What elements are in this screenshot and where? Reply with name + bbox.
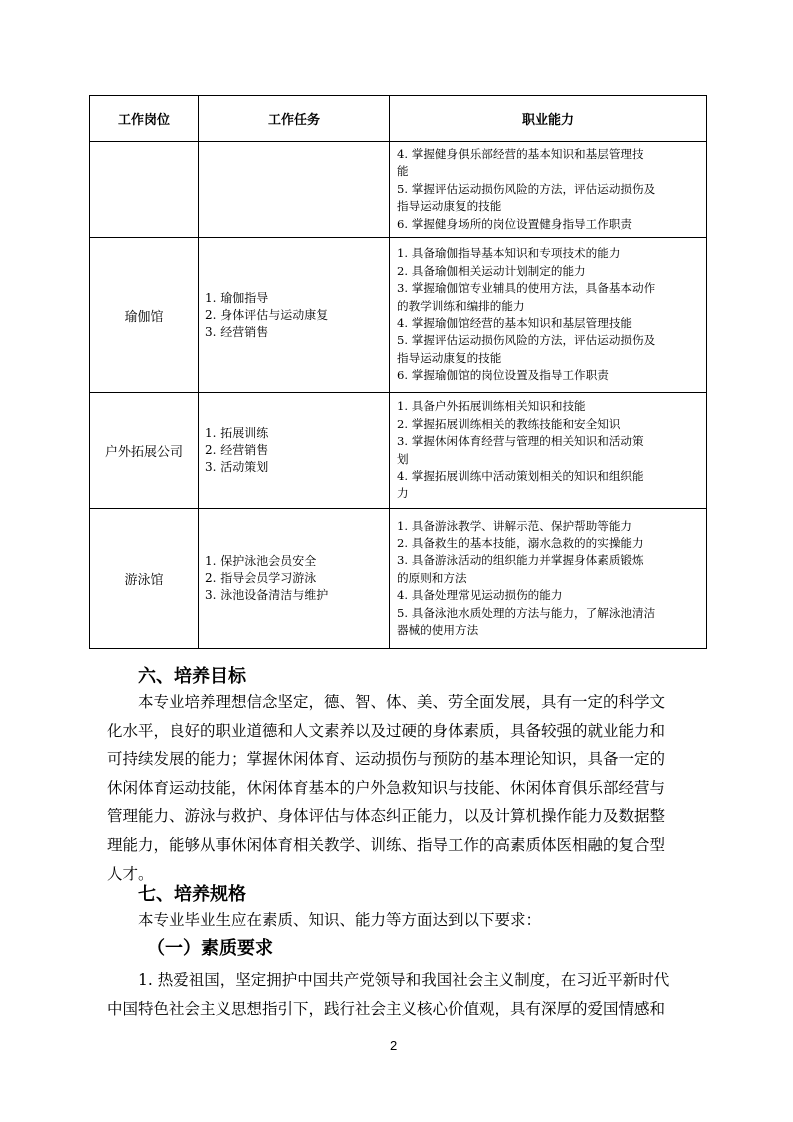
task-item: 3. 泳池设备清洁与维护 [205, 588, 329, 602]
header-abilities: 职业能力 [390, 96, 707, 142]
task-item: 3. 经营销售 [205, 324, 269, 339]
cell-post: 游泳馆 [90, 509, 199, 649]
cell-abilities [390, 142, 707, 238]
career-table [89, 95, 707, 649]
cell-abilities [390, 509, 707, 649]
page-number: 2 [390, 1038, 398, 1053]
ability-line: 3. 具备游泳活动的组织能力并掌握身体素质锻炼 [397, 553, 644, 568]
ability-line: 4. 掌握健身俱乐部经营的基本知识和基层管理技 [397, 146, 644, 161]
ability-line: 力 [397, 486, 409, 501]
ability-line: 能 [397, 164, 409, 179]
ability-line: 6. 掌握健身场所的岗位设置健身指导工作职责 [397, 216, 633, 231]
ability-line: 4. 掌握拓展训练中活动策划相关的知识和组织能 [397, 468, 644, 483]
table-row [90, 238, 707, 393]
body-line: 1. 热爱祖国，坚定拥护中国共产党领导和我国社会主义制度，在习近平新时代 [138, 971, 670, 989]
task-item: 1. 保护泳池会员安全 [205, 554, 317, 568]
body-line: 中国特色社会主义思想指引下，践行社会主义核心价值观，具有深厚的爱国情感和 [107, 999, 666, 1018]
cell-post: 瑜伽馆 [90, 238, 199, 393]
cell-tasks [199, 509, 390, 649]
section7-intro: 本专业毕业生应在素质、知识、能力等方面达到以下要求： [138, 911, 542, 929]
header-tasks: 工作任务 [199, 96, 390, 142]
ability-line: 2. 具备救生的基本技能，溺水急救的的实操能力 [397, 535, 644, 550]
ability-line: 2. 具备瑜伽相关运动计划制定的能力 [397, 263, 586, 278]
body-line: 休闲体育运动技能，休闲体育基本的户外急救知识与技能、休闲体育俱乐部经营与 [107, 778, 666, 797]
ability-line: 指导运动康复的技能 [397, 350, 502, 365]
ability-line: 5. 掌握评估运动损伤风险的方法，评估运动损伤及 [397, 181, 656, 196]
table-row [90, 393, 707, 509]
cell-post [90, 142, 199, 238]
body-line: 管理能力、游泳与救护、身体评估与体态纠正能力，以及计算机操作能力及数据整 [107, 807, 666, 826]
ability-line: 1. 具备户外拓展训练相关知识和技能 [397, 399, 586, 414]
section6-heading: 六、培养目标 [138, 666, 246, 687]
ability-line: 的原则和方法 [397, 570, 467, 585]
body-line: 可持续发展的能力；掌握休闲体育、运动损伤与预防的基本理论知识，具备一定的 [107, 750, 666, 769]
cell-post: 户外拓展公司 [90, 393, 199, 509]
ability-line: 1. 具备游泳教学、讲解示范、保护帮助等能力 [397, 518, 633, 533]
cell-tasks [199, 142, 390, 238]
body-line: 人才。 [107, 864, 154, 883]
task-item: 2. 指导会员学习游泳 [205, 571, 317, 585]
section7-body [107, 966, 669, 1023]
body-line: 本专业培养理想信念坚定，德、智、体、美、劳全面发展，具有一定的科学文 [138, 693, 666, 711]
cell-tasks [199, 238, 390, 393]
section6-body [107, 688, 665, 888]
ability-line: 6. 掌握瑜伽馆的岗位设置及指导工作职责 [397, 368, 609, 383]
ability-line: 4. 具备处理常见运动损伤的能力 [397, 588, 563, 603]
ability-line: 2. 掌握拓展训练相关的教练技能和安全知识 [397, 416, 621, 431]
body-line: 理能力，能够从事休闲体育相关教学、训练、指导工作的高素质体医相融的复合型 [107, 835, 666, 854]
ability-line: 3. 掌握休闲体育经营与管理的相关知识和活动策 [397, 434, 644, 449]
table-row [90, 509, 707, 649]
ability-line: 的教学训练和编排的能力 [397, 298, 525, 313]
task-item: 1. 拓展训练 [205, 426, 269, 440]
cell-abilities [390, 238, 707, 393]
header-post: 工作岗位 [90, 96, 199, 142]
ability-line: 5. 掌握评估运动损伤风险的方法，评估运动损伤及 [397, 333, 656, 348]
ability-line: 指导运动康复的技能 [397, 199, 502, 214]
task-item: 2. 经营销售 [205, 443, 269, 457]
cell-abilities [390, 393, 707, 509]
ability-line: 器械的使用方法 [397, 623, 479, 638]
task-item: 3. 活动策划 [205, 460, 269, 474]
task-item: 1. 瑜伽指导 [205, 290, 269, 305]
ability-line: 划 [397, 451, 409, 466]
task-item: 2. 身体评估与运动康复 [205, 307, 329, 322]
body-line: 化水平，良好的职业道德和人文素养以及过硬的身体素质，具备较强的就业能力和 [107, 721, 666, 740]
ability-line: 5. 具备泳池水质处理的方法与能力，了解泳池清洁 [397, 605, 656, 620]
table-header-row [90, 96, 707, 142]
section7-subheading: （一）素质要求 [147, 938, 273, 959]
ability-line: 3. 掌握瑜伽馆专业辅具的使用方法，具备基本动作 [397, 281, 656, 296]
table-row [90, 142, 707, 238]
cell-tasks [199, 393, 390, 509]
section7-heading: 七、培养规格 [138, 884, 246, 905]
ability-line: 1. 具备瑜伽指导基本知识和专项技术的能力 [397, 246, 621, 261]
ability-line: 4. 掌握瑜伽馆经营的基本知识和基层管理技能 [397, 316, 633, 330]
